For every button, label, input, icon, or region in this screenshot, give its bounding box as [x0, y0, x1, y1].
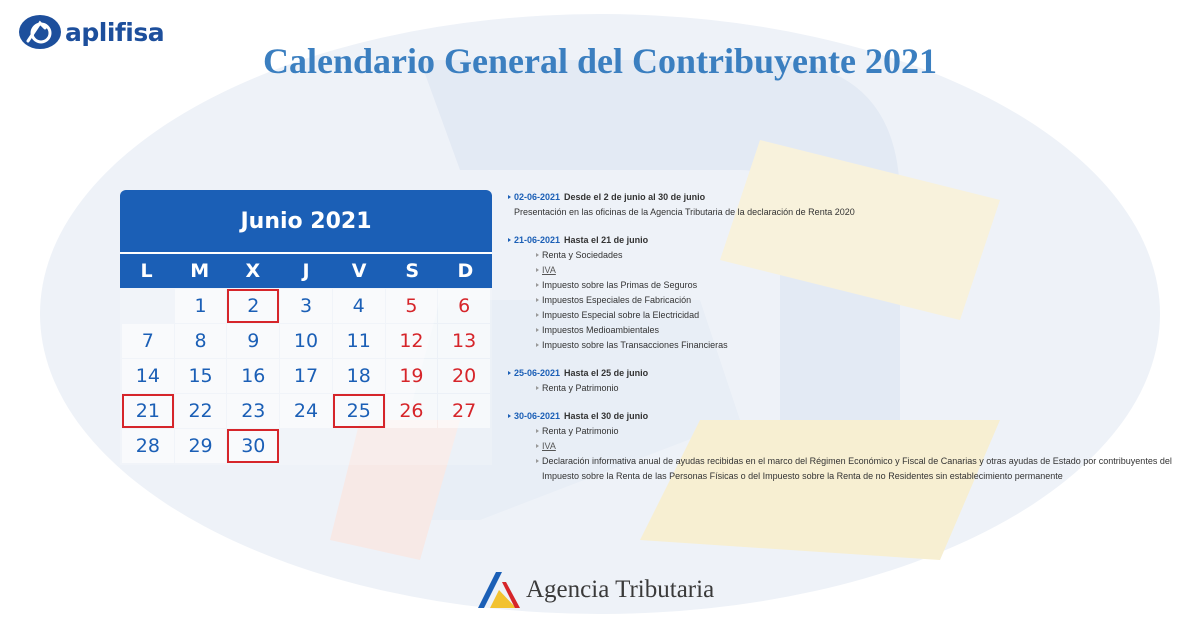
event-title: Hasta el 30 de junio — [564, 411, 649, 421]
event-items-list — [508, 381, 1180, 396]
event-item-label: Impuesto Especial sobre la Electricidad — [542, 310, 700, 320]
calendar-day-marked[interactable]: 21 — [122, 394, 174, 428]
calendar-day[interactable]: 1 — [175, 289, 227, 323]
event-item — [536, 338, 1180, 353]
event-item — [536, 454, 1180, 484]
calendar-weekday-row — [120, 252, 492, 288]
weekday-label: M — [190, 260, 210, 282]
calendar-day[interactable]: 18 — [333, 359, 385, 393]
calendar-day[interactable]: 8 — [175, 324, 227, 358]
event-header — [508, 366, 1180, 381]
calendar-day-marked[interactable]: 25 — [333, 394, 385, 428]
event-item-label: Renta y Sociedades — [542, 250, 623, 260]
event-header — [508, 409, 1180, 424]
calendar-day[interactable]: 24 — [280, 394, 332, 428]
calendar-month-title: Junio 2021 — [120, 190, 492, 252]
calendar-day[interactable]: 27 — [438, 394, 490, 428]
calendar-day[interactable]: 16 — [227, 359, 279, 393]
event-date-link[interactable]: 30-06-2021 — [514, 411, 561, 421]
calendar-day[interactable]: 11 — [333, 324, 385, 358]
event-item — [536, 308, 1180, 323]
calendar-day[interactable]: 5 — [386, 289, 438, 323]
weekday-label: V — [351, 260, 367, 282]
weekday-label: S — [405, 260, 420, 282]
event-item — [536, 381, 1180, 396]
event-block — [508, 190, 1180, 220]
event-description: Presentación en las oficinas de la Agencia Tributaria de la declaración de Renta 2020 — [514, 207, 855, 217]
event-item — [536, 424, 1180, 439]
weekday-label: D — [457, 260, 474, 282]
event-item-link[interactable] — [536, 263, 1180, 278]
event-items-list — [508, 424, 1180, 484]
event-item — [536, 248, 1180, 263]
page-title: Calendario General del Contribuyente 2021 — [263, 41, 937, 81]
weekday-label: J — [302, 260, 310, 282]
calendar-day-marked[interactable]: 30 — [227, 429, 279, 463]
agencia-tributaria-logo[interactable] — [472, 568, 714, 612]
calendar-day[interactable]: 23 — [227, 394, 279, 428]
event-date-link[interactable]: 21-06-2021 — [514, 235, 561, 245]
event-item-label: Impuesto sobre las Primas de Seguros — [542, 280, 698, 290]
calendar-day[interactable]: 15 — [175, 359, 227, 393]
event-item-label: Declaración informativa anual de ayudas recibidas en el marco del Régimen Económico y Fiscal de Canarias y otras ayudas de Estado por contribuyentes del Impuesto sobre la Renta de las Personas Físicas o del Impuesto sobre la Renta de no Residentes sin establecimiento permanente — [542, 456, 1172, 481]
calendar-day[interactable]: 3 — [280, 289, 332, 323]
event-item-label: Impuestos Especiales de Fabricación — [542, 295, 692, 305]
calendar-day-grid — [120, 288, 492, 465]
event-item — [536, 323, 1180, 338]
event-header — [508, 190, 1180, 205]
weekday-label: L — [140, 260, 153, 282]
calendar-day[interactable]: 13 — [438, 324, 490, 358]
event-header — [508, 233, 1180, 248]
event-title: Desde el 2 de junio al 30 de junio — [564, 192, 706, 202]
brand-name: aplifisa — [65, 17, 165, 47]
event-item — [536, 293, 1180, 308]
calendar-day[interactable]: 29 — [175, 429, 227, 463]
event-date-link[interactable]: 02-06-2021 — [514, 192, 561, 202]
event-block — [508, 409, 1180, 484]
event-item-label: Renta y Patrimonio — [542, 426, 619, 436]
calendar-day[interactable]: 7 — [122, 324, 174, 358]
agency-name: Agencia Tributaria — [526, 576, 715, 603]
calendar-day[interactable]: 10 — [280, 324, 332, 358]
event-item-label: Impuestos Medioambientales — [542, 325, 660, 335]
event-block — [508, 366, 1180, 396]
event-item-label[interactable]: IVA — [542, 441, 556, 451]
calendar-day[interactable]: 6 — [438, 289, 490, 323]
event-item-label[interactable]: IVA — [542, 265, 556, 275]
tax-events-list — [508, 190, 1180, 497]
calendar-day[interactable]: 26 — [386, 394, 438, 428]
weekday-label: X — [245, 260, 261, 282]
calendar — [120, 190, 492, 465]
event-title: Hasta el 21 de junio — [564, 235, 649, 245]
agencia-tributaria-logo-icon — [472, 568, 522, 612]
event-title: Hasta el 25 de junio — [564, 368, 649, 378]
calendar-day[interactable]: 19 — [386, 359, 438, 393]
event-item — [536, 278, 1180, 293]
event-item-label: Impuesto sobre las Transacciones Financieras — [542, 340, 728, 350]
calendar-empty-cell — [122, 289, 174, 323]
event-block — [508, 233, 1180, 353]
event-item-link[interactable] — [536, 439, 1180, 454]
event-date-link[interactable]: 25-06-2021 — [514, 368, 561, 378]
calendar-day[interactable]: 9 — [227, 324, 279, 358]
calendar-day[interactable]: 20 — [438, 359, 490, 393]
calendar-day[interactable]: 4 — [333, 289, 385, 323]
calendar-day-marked[interactable]: 2 — [227, 289, 279, 323]
calendar-day[interactable]: 14 — [122, 359, 174, 393]
event-item-label: Renta y Patrimonio — [542, 383, 619, 393]
calendar-day[interactable]: 17 — [280, 359, 332, 393]
calendar-day[interactable]: 22 — [175, 394, 227, 428]
calendar-day[interactable]: 12 — [386, 324, 438, 358]
calendar-day[interactable]: 28 — [122, 429, 174, 463]
event-items-list — [508, 248, 1180, 353]
